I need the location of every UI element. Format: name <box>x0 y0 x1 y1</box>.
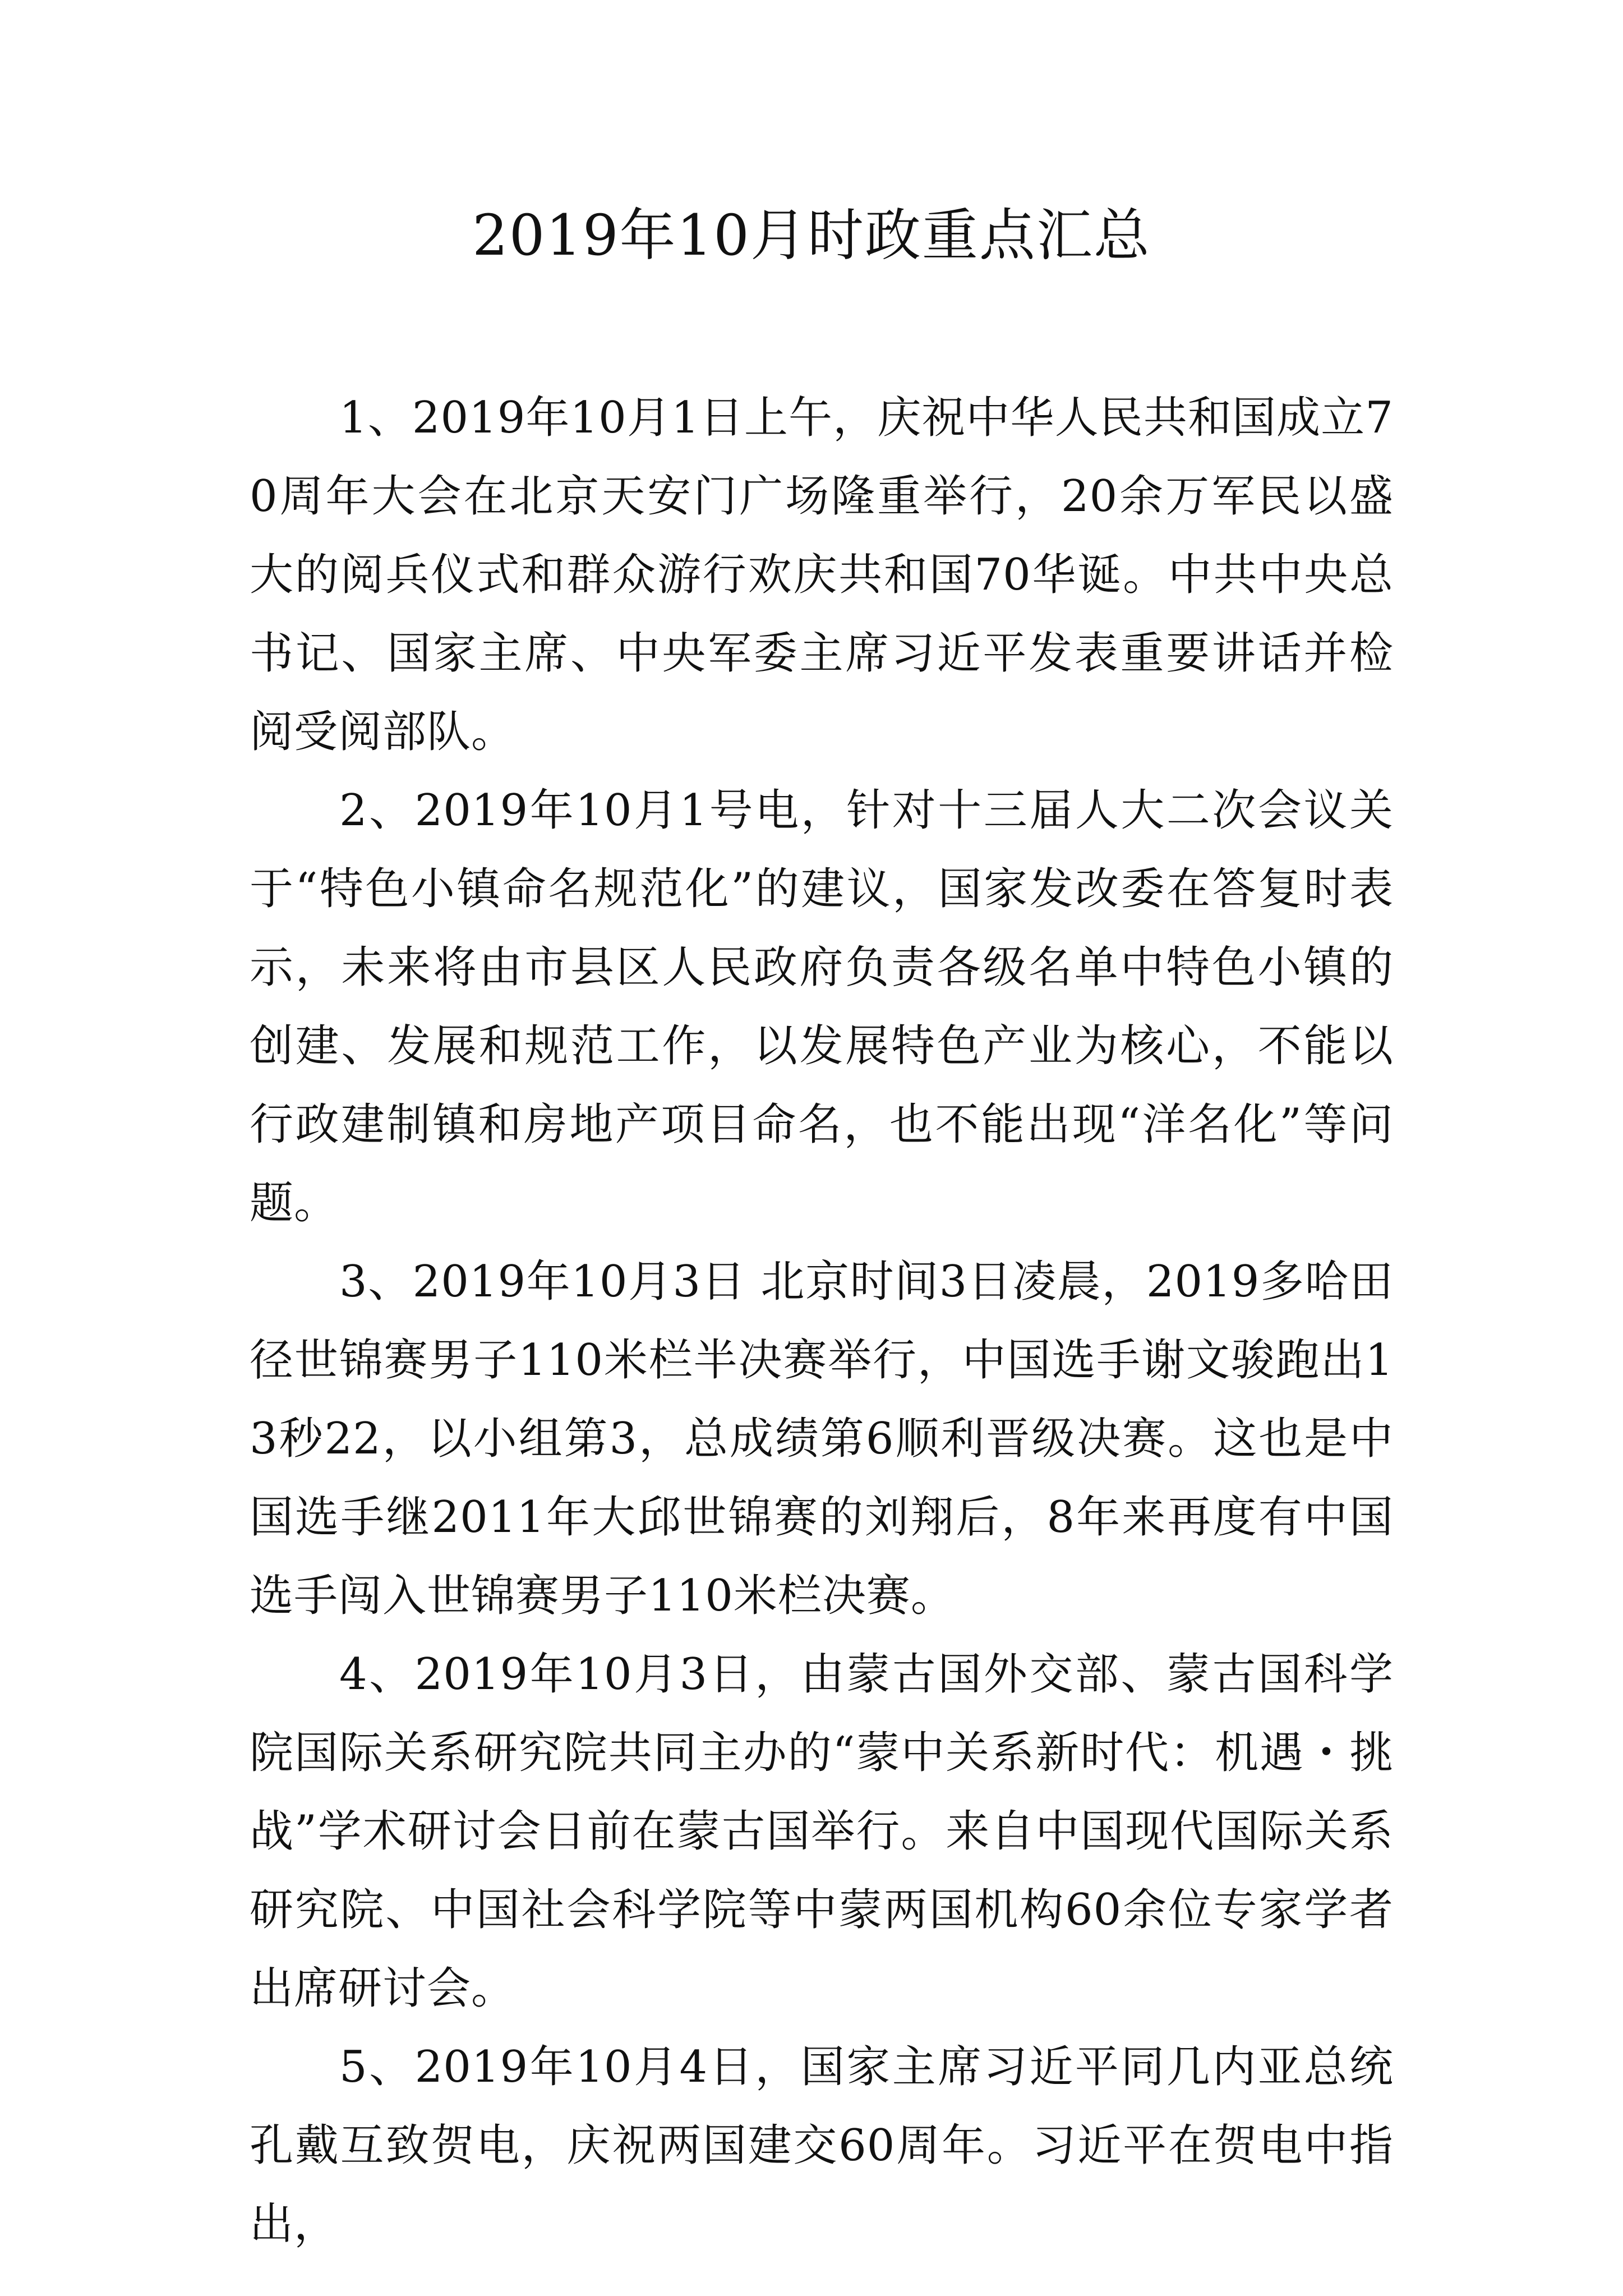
document-body <box>250 379 1394 2263</box>
paragraph-item-3: 3、2019年10月3日 北京时间3日凌晨，2019多哈田径世锦赛男子110米栏半决赛举行，中国选手谢文骏跑出13秒22，以小组第3，总成绩第6顺利晋级决赛。这也是中国选手继2011年大邱世锦赛的刘翔后，8年来再度有中国选手闯入世锦赛男子110米栏决赛。 <box>250 1257 1394 1621</box>
document-title: 2019年10月时政重点汇总 <box>472 203 1151 268</box>
paragraph-item-5: 5、2019年10月4日，国家主席习近平同几内亚总统孔戴互致贺电，庆祝两国建交60周年。习近平在贺电中指出， <box>250 2042 1394 2249</box>
paragraph-item-4: 4、2019年10月3日，由蒙古国外交部、蒙古国科学院国际关系研究院共同主办的“蒙中关系新时代：机遇・挑战”学术研讨会日前在蒙古国举行。来自中国现代国际关系研究院、中国社会科学院等中蒙两国机构60余位专家学者出席研讨会。 <box>250 1649 1394 2014</box>
paragraph-item-2: 2、2019年10月1号电，针对十三届人大二次会议关于“特色小镇命名规范化”的建议，国家发改委在答复时表示，未来将由市县区人民政府负责各级名单中特色小镇的创建、发展和规范工作，以发展特色产业为核心，不能以行政建制镇和房地产项目命名，也不能出现“洋名化”等问题。 <box>250 785 1394 1228</box>
paragraph-item-1: 1、2019年10月1日上午，庆祝中华人民共和国成立70周年大会在北京天安门广场隆重举行，20余万军民以盛大的阅兵仪式和群众游行欢庆共和国70华诞。中共中央总书记、国家主席、中央军委主席习近平发表重要讲话并检阅受阅部队。 <box>250 393 1394 757</box>
